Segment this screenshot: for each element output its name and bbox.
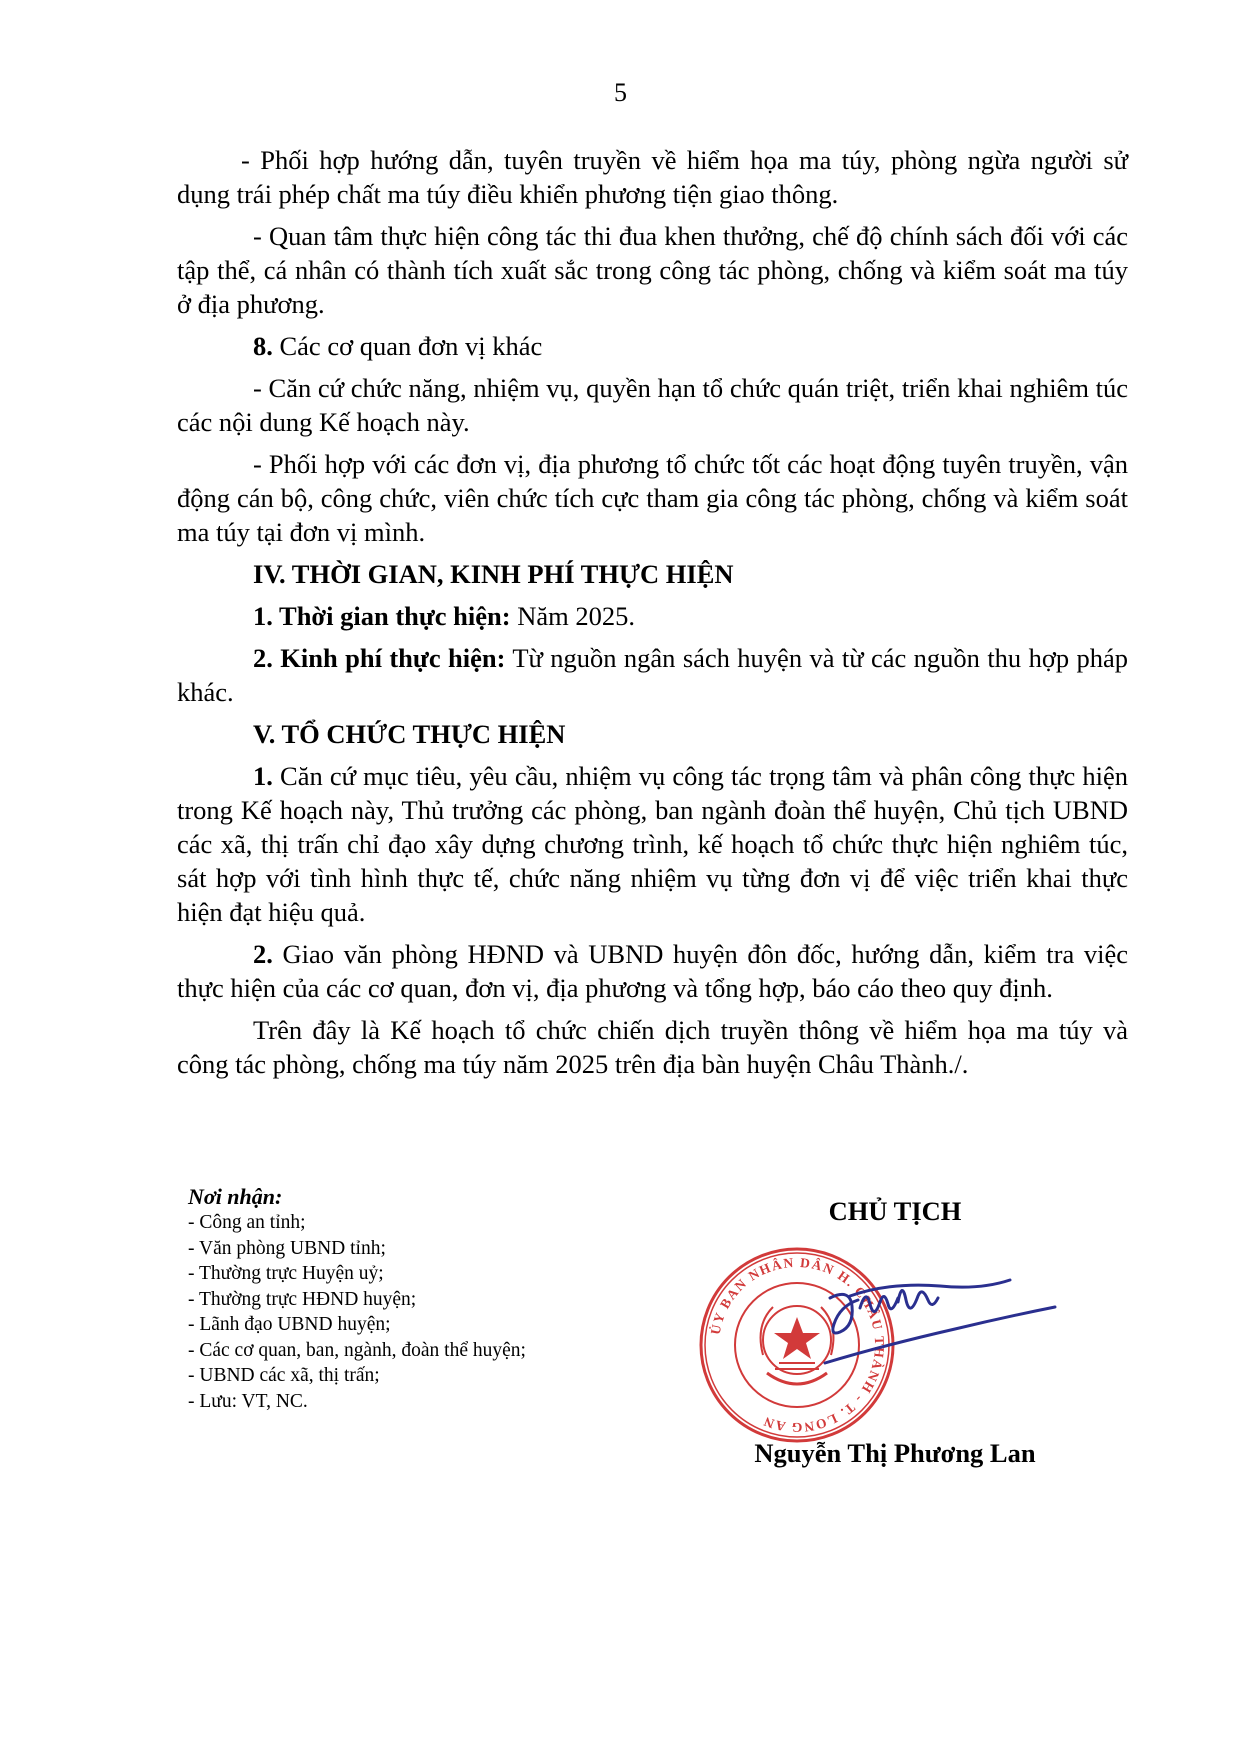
section-8-heading xyxy=(177,329,1128,363)
page-number: 5 xyxy=(614,78,627,107)
iv-1-text: Năm 2025. xyxy=(517,601,635,631)
v-2-label: 2. xyxy=(253,939,273,969)
paragraph-closing: Trên đây là Kế hoạch tổ chức chiến dịch truyền thông về hiểm họa ma túy và công tác phòng, chống ma túy năm 2025 trên địa bàn huyện Châu Thành./. xyxy=(177,1015,1128,1079)
signer-title: CHỦ TỊCH xyxy=(828,1196,962,1226)
recipients-title: Nơi nhận: xyxy=(188,1184,283,1209)
v-1-label: 1. xyxy=(253,761,273,791)
recipient-item: - Văn phòng UBND tỉnh; xyxy=(188,1237,386,1259)
section-iv-heading: IV. THỜI GIAN, KINH PHÍ THỰC HIỆN xyxy=(253,559,734,589)
recipient-item: - Thường trực Huyện uỷ; xyxy=(188,1263,384,1284)
signer-name: Nguyễn Thị Phương Lan xyxy=(754,1438,1036,1468)
paragraph-v-2 xyxy=(177,937,1128,1005)
paragraph-emulation-reward: - Quan tâm thực hiện công tác thi đua khen thưởng, chế độ chính sách đối với các tập thể, cá nhân có thành tích xuất sắc trong công tác phòng, chống và kiểm soát ma túy ở địa phương. xyxy=(177,221,1128,319)
paragraph-v-1 xyxy=(177,759,1128,929)
section-8-title: Các cơ quan đơn vị khác xyxy=(279,331,543,361)
signature-icon xyxy=(820,1268,1065,1378)
section-v-heading: V. TỔ CHỨC THỰC HIỆN xyxy=(253,719,566,749)
v-1-text: Căn cứ mục tiêu, yêu cầu, nhiệm vụ công tác trọng tâm và phân công thực hiện trong Kế hoạch này, Thủ trưởng các phòng, ban ngành đoàn thể huyện, Chủ tịch UBND các xã, thị trấn chỉ đạo xây dựng chương trình, kế hoạch tổ chức thực hiện nghiêm túc, sát hợp với tình hình thực tế, chức năng nhiệm vụ từng đơn vị để việc triển khai thực hiện đạt hiệu quả. xyxy=(177,761,1129,927)
paragraph-functions-duties: - Căn cứ chức năng, nhiệm vụ, quyền hạn tổ chức quán triệt, triển khai nghiêm túc các nội dung Kế hoạch này. xyxy=(177,373,1128,437)
recipient-item: - Thường trực HĐND huyện; xyxy=(188,1288,417,1310)
document-body xyxy=(177,143,1128,1089)
paragraph-iv-1 xyxy=(177,599,1128,633)
v-2-text: Giao văn phòng HĐND và UBND huyện đôn đốc, hướng dẫn, kiểm tra việc thực hiện của các cơ quan, đơn vị, địa phương và tổng hợp, báo cáo theo quy định. xyxy=(177,939,1128,1003)
paragraph-iv-2 xyxy=(177,641,1128,709)
seal-text: ỦY BAN NHÂN DÂN H. CHÂU THÀNH - T. LONG AN xyxy=(707,1254,888,1436)
recipient-item: - Công an tỉnh; xyxy=(188,1212,306,1233)
recipient-item: - Lãnh đạo UBND huyện; xyxy=(188,1314,391,1335)
paragraph-coordinate-units: - Phối hợp với các đơn vị, địa phương tổ chức tốt các hoạt động tuyên truyền, vận động cán bộ, công chức, viên chức tích cực tham gia công tác phòng, chống và kiểm soát ma túy tại đơn vị mình. xyxy=(177,449,1128,547)
iv-2-text: Từ nguồn ngân sách huyện và từ các nguồn thu hợp pháp khác. xyxy=(177,643,1128,707)
paragraph-coordinate-propaganda: - Phối hợp hướng dẫn, tuyên truyền về hiểm họa ma túy, phòng ngừa người sử dụng trái phép chất ma túy điều khiển phương tiện giao thông. xyxy=(177,145,1128,209)
iv-2-label: 2. Kinh phí thực hiện: xyxy=(253,643,506,673)
recipients-block xyxy=(188,1184,608,1414)
iv-1-label: 1. Thời gian thực hiện: xyxy=(253,601,511,631)
recipient-item: - Các cơ quan, ban, ngành, đoàn thể huyện; xyxy=(188,1339,526,1361)
section-8-number: 8. xyxy=(253,331,273,361)
recipient-item: - Lưu: VT, NC. xyxy=(188,1390,308,1412)
recipient-item: - UBND các xã, thị trấn; xyxy=(188,1365,380,1386)
